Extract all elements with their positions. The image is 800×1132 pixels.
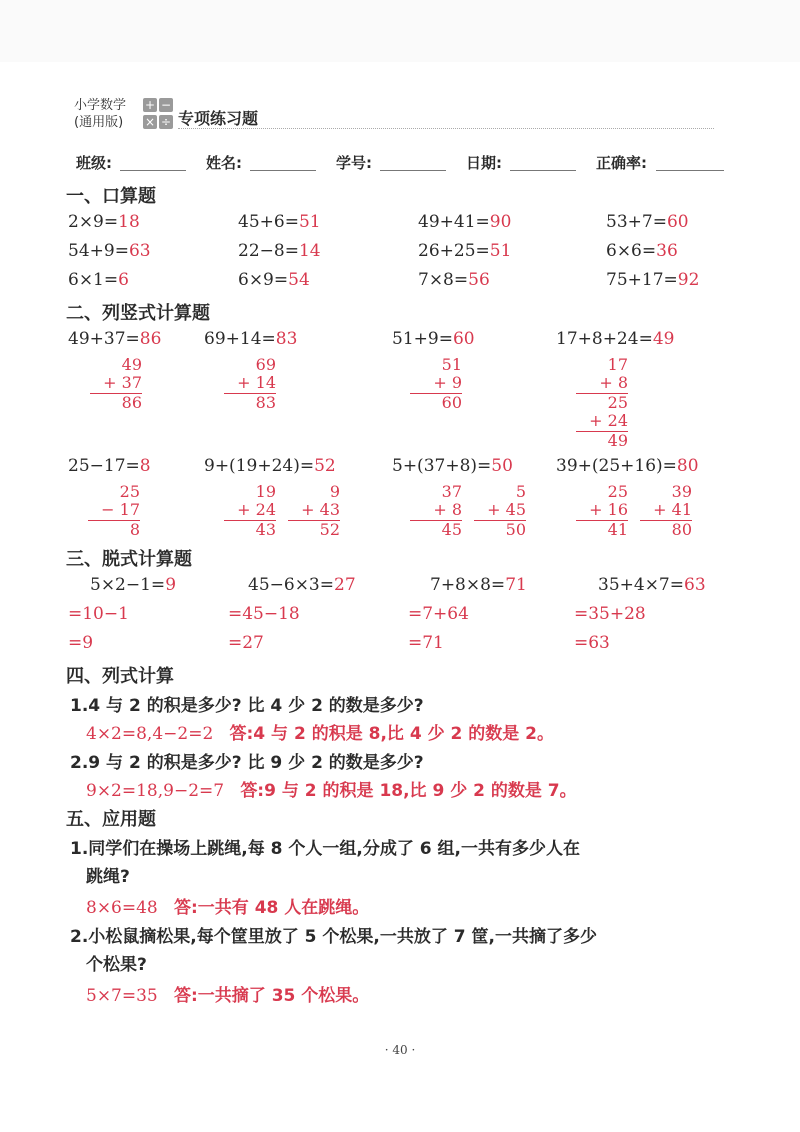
problem: 53+7=60: [606, 212, 689, 232]
step: =10−1: [68, 604, 129, 624]
problem: 5×2−1=9: [90, 575, 177, 595]
problem: 5+(37+8)=50: [392, 456, 513, 476]
vertical-rule: [410, 393, 462, 394]
question-cont: 个松果?: [86, 955, 147, 975]
vertical-calc: 19 + 24 43: [237, 482, 276, 539]
vertical-rule: [88, 520, 140, 521]
vertical-calc: 49 + 37 86: [103, 355, 142, 412]
answer: 8×6=48 答:一共有 48 人在跳绳。: [86, 898, 370, 918]
step: =7+64: [408, 604, 469, 624]
question: 2.9 与 2 的积是多少? 比 9 少 2 的数是多少?: [70, 753, 424, 773]
field-class-blank[interactable]: [120, 170, 186, 171]
vertical-calc: 39 + 41 80: [653, 482, 692, 539]
problem: 49+41=90: [418, 212, 512, 232]
problem: 75+17=92: [606, 270, 700, 290]
problem: 2×9=18: [68, 212, 140, 232]
field-date-label: 日期:: [466, 154, 502, 172]
minus-icon: −: [160, 98, 172, 112]
problem: 69+14=83: [204, 329, 298, 349]
problem: 17+8+24=49: [556, 329, 675, 349]
brand-line-1: 小学数学: [74, 98, 127, 113]
problem: 39+(25+16)=80: [556, 456, 699, 476]
step: =9: [68, 633, 94, 653]
field-name-blank[interactable]: [250, 170, 316, 171]
section-4-title: 四、列式计算: [66, 666, 174, 687]
step: =35+28: [574, 604, 646, 624]
vertical-rule: [90, 393, 142, 394]
field-accuracy-label: 正确率:: [596, 154, 647, 172]
brand-line-2: (通用版): [74, 115, 124, 130]
vertical-rule: [576, 431, 628, 432]
section-1-title: 一、口算题: [66, 186, 156, 207]
book-title: 专项练习题: [178, 109, 259, 128]
vertical-calc: 37 + 8 45: [433, 482, 462, 539]
page-number: · 40 ·: [384, 1043, 416, 1057]
operator-logo: [143, 98, 175, 132]
vertical-rule: [288, 520, 340, 521]
problem: 51+9=60: [392, 329, 475, 349]
answer: 5×7=35 答:一共摘了 35 个松果。: [86, 986, 370, 1006]
problem: 26+25=51: [418, 241, 512, 261]
brand-label: [74, 97, 126, 131]
problem: 54+9=63: [68, 241, 151, 261]
problem: 9+(19+24)=52: [204, 456, 336, 476]
plus-icon: +: [144, 98, 156, 112]
step: =71: [408, 633, 444, 653]
problem: 25−17=8: [68, 456, 151, 476]
vertical-rule: [224, 520, 276, 521]
step: =27: [228, 633, 264, 653]
top-margin: [0, 0, 800, 62]
field-class-label: 班级:: [76, 154, 112, 172]
problem: 6×6=36: [606, 241, 678, 261]
vertical-calc: 17 + 8 25 + 24 49: [589, 355, 628, 450]
field-id-blank[interactable]: [380, 170, 446, 171]
section-5-title: 五、应用题: [66, 809, 156, 830]
field-date-blank[interactable]: [510, 170, 576, 171]
section-2-title: 二、列竖式计算题: [66, 303, 210, 324]
question: 2.小松鼠摘松果,每个筐里放了 5 个松果,一共放了 7 筐,一共摘了多少: [70, 927, 597, 947]
vertical-calc: 25 + 16 41: [589, 482, 628, 539]
times-icon: ×: [144, 115, 156, 129]
vertical-rule: [576, 393, 628, 394]
vertical-calc: 9 + 43 52: [301, 482, 340, 539]
vertical-rule: [224, 393, 276, 394]
problem: 7×8=56: [418, 270, 490, 290]
field-accuracy-blank[interactable]: [656, 170, 724, 171]
question: 1.4 与 2 的积是多少? 比 4 少 2 的数是多少?: [70, 696, 424, 716]
problem: 7+8×8=71: [430, 575, 527, 595]
vertical-rule: [640, 520, 692, 521]
problem: 35+4×7=63: [598, 575, 706, 595]
answer: 4×2=8,4−2=2 答:4 与 2 的积是 8,比 4 少 2 的数是 2。: [86, 724, 554, 744]
vertical-calc: 5 + 45 50: [487, 482, 526, 539]
problem: 6×9=54: [238, 270, 310, 290]
vertical-calc: 25 − 17 8: [101, 482, 140, 539]
question: 1.同学们在操场上跳绳,每 8 个人一组,分成了 6 组,一共有多少人在: [70, 839, 580, 859]
field-id-label: 学号:: [336, 154, 372, 172]
header-divider: [178, 128, 714, 129]
problem: 45−6×3=27: [248, 575, 356, 595]
divide-icon: ÷: [160, 115, 172, 129]
vertical-calc: 51 + 9 60: [433, 355, 462, 412]
problem: 49+37=86: [68, 329, 162, 349]
answer: 9×2=18,9−2=7 答:9 与 2 的积是 18,比 9 少 2 的数是 7。: [86, 781, 577, 801]
field-name-label: 姓名:: [206, 154, 242, 172]
vertical-rule: [576, 520, 628, 521]
section-3-title: 三、脱式计算题: [66, 549, 192, 570]
step: =63: [574, 633, 610, 653]
question-cont: 跳绳?: [86, 867, 130, 887]
step: =45−18: [228, 604, 300, 624]
problem: 6×1=6: [68, 270, 129, 290]
vertical-rule: [410, 520, 462, 521]
vertical-calc: 69 + 14 83: [237, 355, 276, 412]
vertical-rule: [474, 520, 526, 521]
problem: 22−8=14: [238, 241, 321, 261]
problem: 45+6=51: [238, 212, 321, 232]
